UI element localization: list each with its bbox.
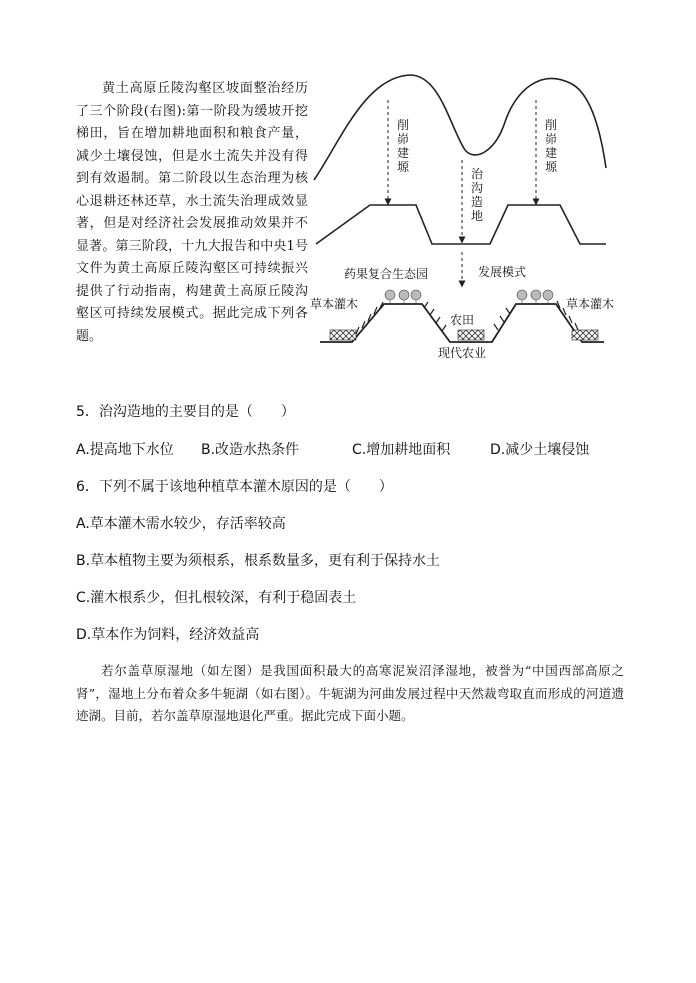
- q5-option-b[interactable]: B.改造水热条件: [201, 442, 300, 458]
- label-grass-left: 草本灌木: [310, 297, 359, 311]
- label-modern: 现代农业: [438, 346, 487, 360]
- label-gully: 治沟造地: [470, 167, 483, 223]
- shrub-zone-right: [572, 330, 598, 340]
- q6-stem: 6．下列不属于该地种植草本灌木原因的是（ ）: [76, 479, 393, 495]
- zoige-wetland-paragraph: 若尔盖草原湿地（如左图）是我国面积最大的高寒泥炭沼泽湿地，被誉为“中国西部高原之肾”，湿地上分布着众多牛轭湖（如右图）。牛轭湖为河曲发展过程中天然裁弯取直而形成的河道遗迹湖。目前，若尔盖草原湿地退化严重。据此完成下面小题。: [76, 663, 624, 723]
- label-farmland: 农田: [450, 313, 475, 327]
- q5-option-d[interactable]: D.减少土壤侵蚀: [490, 442, 590, 458]
- q5-stem: 5．治沟造地的主要目的是（ ）: [76, 404, 295, 420]
- q6-option-b[interactable]: B.草本植物主要为须根系，根系数量多，更有利于保持水土: [76, 553, 441, 569]
- intro-paragraph: [76, 78, 308, 348]
- orchard-trees-right: [517, 290, 553, 304]
- grass-mid-left: [424, 302, 446, 331]
- q5-option-c[interactable]: C.增加耕地面积: [352, 442, 451, 458]
- label-left-cut: 削峁建塬: [396, 118, 409, 174]
- intro-text: 黄土高原丘陵沟壑区坡面整治经历了三个阶段(右图):第一阶段为缓坡开挖梯田，旨在增加耕地面积和粮食产量，减少土壤侵蚀，但是水土流失并没有得到有效遏制。第二阶段以生态治理为核心退耕还林还草，水土流失治理成效显著，但是对经济社会发展推动效果并不显著。第三阶段，十九大报告和中央1号文件为黄土高原丘陵沟壑区可持续振兴提供了行动指南，构建黄土高原丘陵沟壑区可持续发展模式。据此完成下列各题。: [76, 81, 308, 344]
- label-orchard: 药果复合生态园: [344, 267, 429, 281]
- q6-option-d[interactable]: D.草本作为饲料，经济效益高: [76, 627, 260, 643]
- label-right-cut: 削峁建塬: [544, 118, 557, 174]
- orchard-trees-left: [385, 290, 421, 304]
- diagram-svg: [310, 72, 616, 372]
- hill-profile: [314, 75, 606, 180]
- q6-option-a[interactable]: A.草本灌木需水较少，存活率较高: [76, 516, 286, 532]
- label-grass-right: 草本灌木: [566, 297, 615, 311]
- shrub-zone-mid: [458, 330, 484, 340]
- plateau-profile: [316, 205, 606, 244]
- label-model: 发展模式: [478, 265, 527, 279]
- slope-treatment-diagram: [310, 72, 616, 372]
- q6-option-c[interactable]: C.灌木根系少，但扎根较深，有利于稳固表土: [76, 590, 357, 606]
- q5-option-a[interactable]: A.提高地下水位: [76, 442, 174, 458]
- shrub-zone-left: [330, 330, 356, 340]
- grass-left: [356, 302, 383, 334]
